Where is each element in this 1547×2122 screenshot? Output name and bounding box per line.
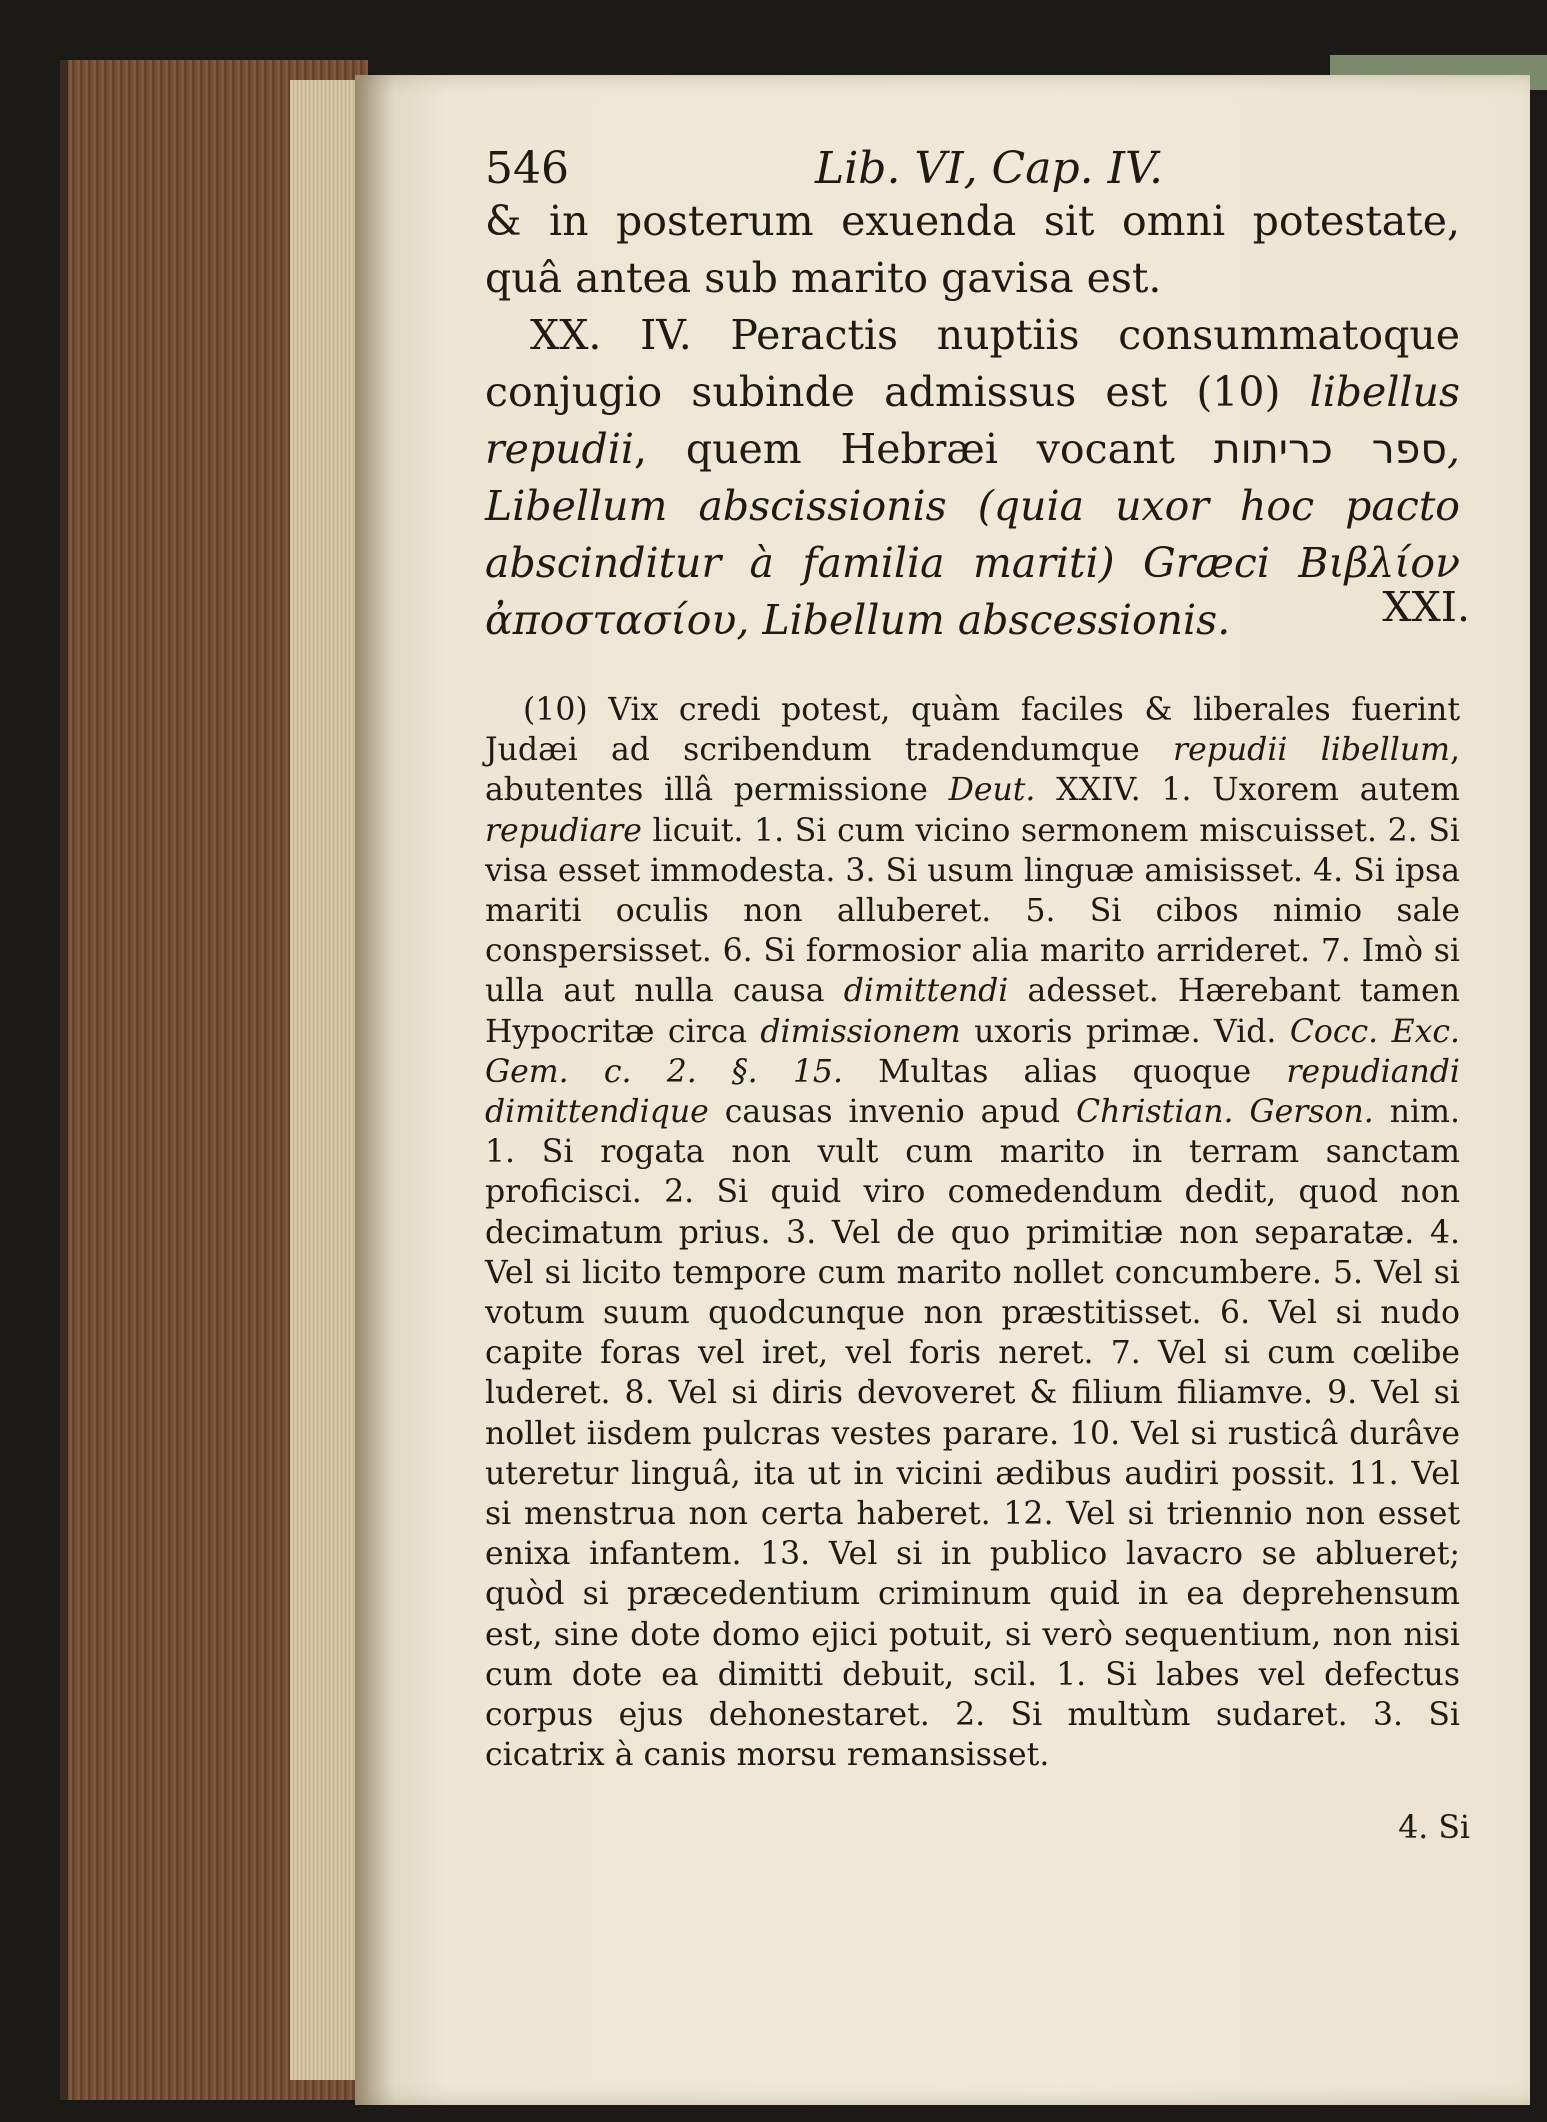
hebrew-term: ספר כריתות [1213, 425, 1447, 473]
para-lead: XX. IV. Peractis nuptiis consummatoque conjugio subinde admissus est (10) [485, 311, 1460, 416]
footnote-10 [485, 690, 1460, 1775]
quem-hebraei: , quem Hebræi vocant [634, 425, 1214, 473]
note-text-e: adesset. Hærebant tamen Hypocritæ circa [485, 973, 1460, 1050]
main-line-1: & in posterum exuenda sit omni potestate, quâ antea sub marito gavisa est. [485, 197, 1460, 302]
note-text-c: XXIV. 1. Uxorem autem [1035, 772, 1460, 809]
note-italic-b: Deut. [948, 772, 1036, 809]
note-italic-g: repudiandi dimittendique [485, 1053, 1461, 1131]
note-italic-d: dimittendi [843, 973, 1009, 1010]
greek-term: Βιβλίον ἀποστασίου [485, 539, 1460, 644]
libellum-abscessionis: , Libellum abscessionis. [736, 596, 1231, 644]
book-page [355, 75, 1530, 2105]
paragraph-xx [485, 307, 1460, 649]
note-text-a: (10) Vix credi potest, quàm faciles & liberales fuerint Judæi ad scribendum tradendumque [485, 692, 1460, 769]
note-text-g: Multas alias quoque [842, 1053, 1287, 1090]
note-italic-a: repudii libellum [1173, 732, 1450, 769]
note-text-b: , abutentes illâ permissione [485, 732, 1460, 809]
note-text-i: nim. 1. Si rogata non vult cum marito in terram sanctam proficisci. 2. Si quid viro comedendum dedit, quod non decimatum prius. 3. Vel de quo primitiæ non separatæ. 4. Vel si licito tempore cum marito nollet concumbere. 5. Vel si votum suum quodcunque non præstitisset. 6. Vel si nudo capite foras vel iret, vel foris neret. 7. Vel si cum cœlibe luderet. 8. Vel si diris devoveret & filium filiamve. 9. Vel si nollet iisdem pulcras vestes parare. 10. Vel si rusticâ durâve uteretur linguâ, ita ut in vicini ædibus audiri possit. 11. Vel si menstrua non certa haberet. 12. Vel si triennio non esset enixa infantem. 13. Vel si in publico lavacro se ablueret; quòd si præcedentium criminum quid in ea deprehensum est, sine dote domo ejici potuit, si verò sequentium, non nisi cum dote ea dimitti debuit, scil. 1. Si labes vel defectus corpus ejus dehonestaret. 2. Si multùm sudaret. 3. Si cicatrix à canis morsu remansisset. [485, 1094, 1460, 1774]
catchword-footnote: 4. Si [1398, 1810, 1470, 1846]
note-text-d: licuit. 1. Si cum vicino sermonem miscuisset. 2. Si visa esset immodesta. 3. Si usum linguæ amisisset. 4. Si ipsa mariti oculis non alluberet. 5. Si cibos nimio sale conspersisset. 6. Si formosior alia marito arrideret. 7. Imò si ulla aut nulla causa [485, 812, 1460, 1010]
libellum-abscissionis: , Libellum abscissionis (quia uxor hoc pacto abscinditur à familia mariti) Græci [485, 425, 1460, 587]
note-italic-h: Christian. Gerson. [1076, 1094, 1374, 1131]
note-text-f: uxoris primæ. Vid. [960, 1013, 1290, 1050]
gutter-shadow [355, 75, 395, 2105]
footnote-paragraph [485, 690, 1460, 1775]
note-italic-e: dimissionem [760, 1013, 961, 1050]
running-title: Lib. VI, Cap. IV. [815, 143, 1164, 194]
libellus-repudii: libellus repudii [485, 368, 1460, 473]
catchword-main: XXI. [1382, 583, 1470, 631]
page-stack-edge [290, 80, 360, 2080]
note-italic-f: Cocc. Exc. Gem. c. 2. §. 15. [485, 1013, 1460, 1090]
note-italic-c: repudiare [485, 812, 642, 849]
main-text [485, 193, 1460, 649]
note-text-h: causas invenio apud [708, 1094, 1076, 1131]
page-number: 546 [485, 143, 569, 194]
